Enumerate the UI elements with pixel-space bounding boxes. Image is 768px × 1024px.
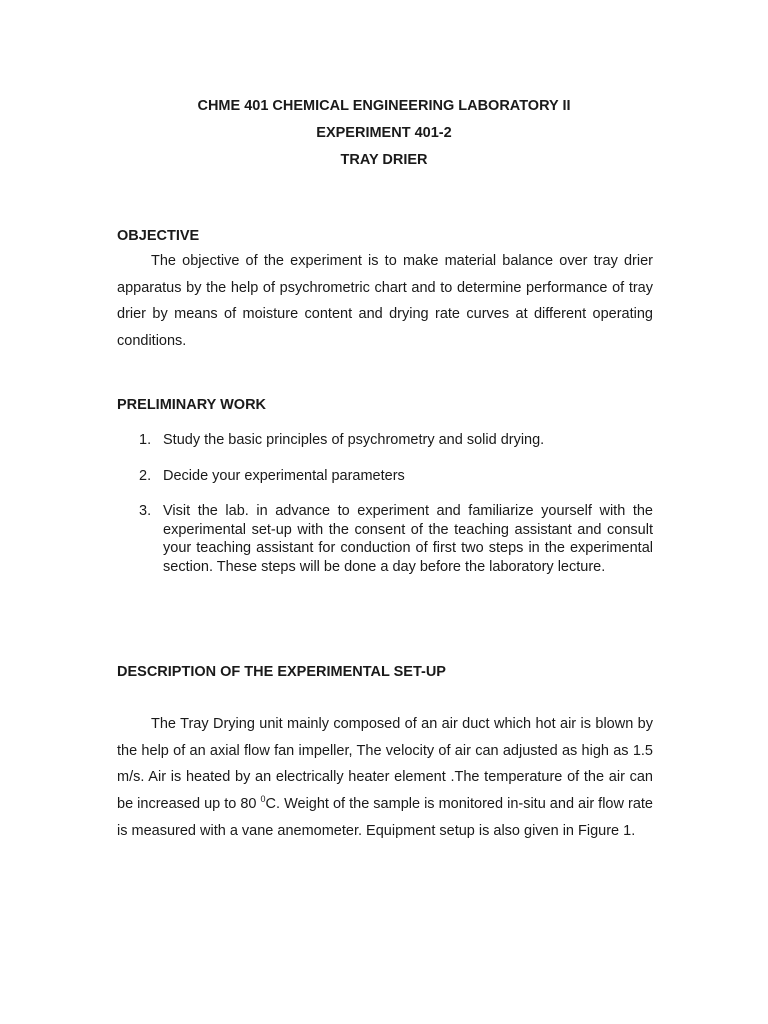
list-item-number: 1.	[139, 432, 152, 448]
description-paragraph	[117, 711, 653, 845]
list-item-number: 2.	[139, 467, 152, 484]
objective-heading: OBJECTIVE	[117, 228, 200, 244]
objective-paragraph	[117, 248, 653, 355]
list-item-number: 3.	[139, 503, 152, 519]
list-item	[117, 431, 653, 450]
list-item-text: Visit the lab. in advance to experiment and familiarize yourself with the experimental set-up with the consent of the teaching assistant and consult your teaching assistant for conduction of first two steps in the experimental section. These steps will be done a day before the laboratory lecture.	[163, 503, 653, 575]
experiment-number: EXPERIMENT 401-2	[316, 125, 452, 141]
objective-text: The objective of the experiment is to make material balance over tray drier apparatus by the help of psychrometric chart and to determine performance of tray drier by means of moisture content and drying rate curves at different operating conditions.	[117, 253, 653, 350]
preliminary-list	[117, 431, 653, 576]
list-item-text: Study the basic principles of psychrometry and solid drying.	[163, 432, 545, 448]
course-title: CHME 401 CHEMICAL ENGINEERING LABORATORY II	[197, 98, 571, 114]
list-item	[117, 502, 653, 576]
document-header	[0, 93, 768, 174]
description-text-part1: The Tray Drying unit mainly composed of an air duct which hot air is blown by the help of an axial flow fan impeller, The velocity of air can adjusted as high as 1.5 m/s. Air is heated by an electrically heater element .The temperature of the air can be increased up to 80	[117, 716, 653, 813]
description-heading: DESCRIPTION OF THE EXPERIMENTAL SET-UP	[117, 664, 446, 680]
experiment-title: TRAY DRIER	[340, 152, 428, 168]
list-item-text: Decide your experimental parameters	[163, 467, 405, 484]
description-text-part2: C. Weight of the sample is monitored in-situ and air flow rate is measured with a vane anemometer. Equipment setup is also given in Figure 1.	[117, 796, 653, 839]
list-item	[117, 467, 653, 486]
preliminary-heading: PRELIMINARY WORK	[117, 397, 267, 413]
degree-superscript: 0	[260, 794, 266, 805]
